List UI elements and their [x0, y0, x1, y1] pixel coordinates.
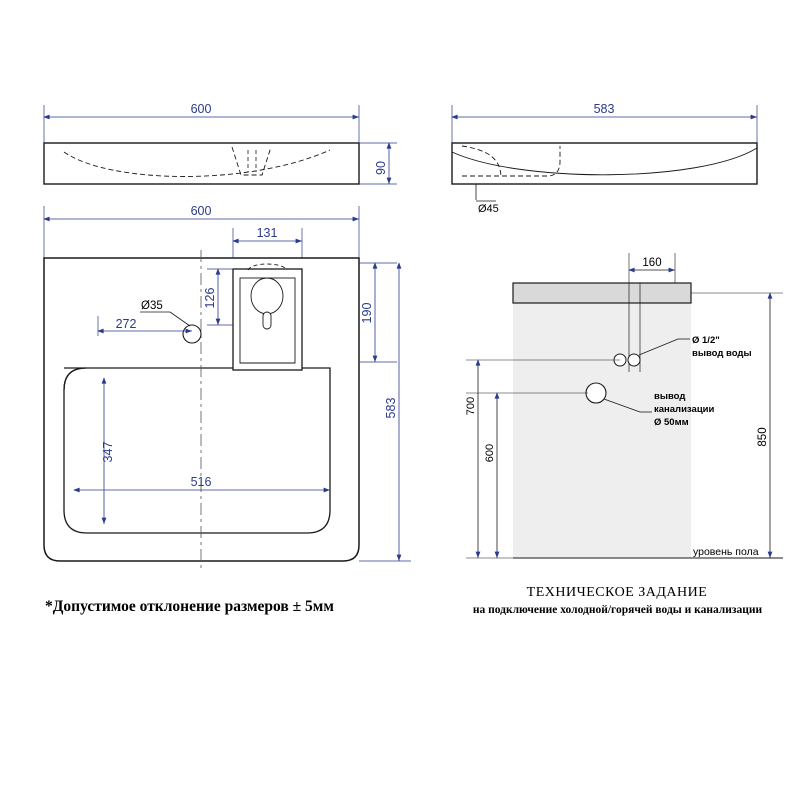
label-sewer-line2: канализации — [654, 404, 715, 415]
label-drain-diameter: Ø45 — [478, 203, 499, 215]
dim-water-spacing: 160 — [642, 257, 662, 269]
dim-700: 700 — [465, 396, 477, 416]
label-water-outlet-size: Ø 1/2" — [692, 335, 720, 346]
ti-subtitle: на подключение холодной/горячей воды и канализации — [472, 604, 763, 616]
dim-850: 850 — [757, 427, 769, 447]
dim-bowl-height: 347 — [101, 441, 115, 463]
label-hole-diameter: Ø35 — [141, 300, 163, 312]
view-front — [44, 204, 411, 572]
dim-faucet-offset: 126 — [203, 287, 217, 309]
label-floor-level: уровень пола — [693, 546, 759, 558]
dim-hole-offset: 272 — [115, 317, 137, 331]
dim-bowl-width: 516 — [190, 475, 212, 489]
label-water-outlet: вывод воды — [692, 348, 752, 359]
dim-front-width: 600 — [190, 204, 212, 218]
note-tolerance: *Допустимое отклонение размеров ± 5мм — [45, 598, 334, 615]
dim-top-height: 90 — [374, 161, 388, 175]
dim-front-height: 583 — [384, 397, 398, 419]
dim-top-width: 600 — [190, 102, 212, 116]
view-top-side — [452, 102, 757, 215]
dim-faucet-width: 131 — [256, 226, 278, 240]
dim-side-width: 583 — [593, 102, 615, 116]
dim-600: 600 — [484, 443, 496, 463]
label-sewer-line1: вывод — [654, 391, 686, 402]
dim-top-zone: 190 — [360, 302, 374, 324]
label-sewer-size: Ø 50мм — [654, 417, 689, 428]
view-installation — [465, 253, 783, 558]
view-top-front — [44, 102, 397, 184]
ti-title: ТЕХНИЧЕСКОЕ ЗАДАНИЕ — [526, 585, 708, 600]
